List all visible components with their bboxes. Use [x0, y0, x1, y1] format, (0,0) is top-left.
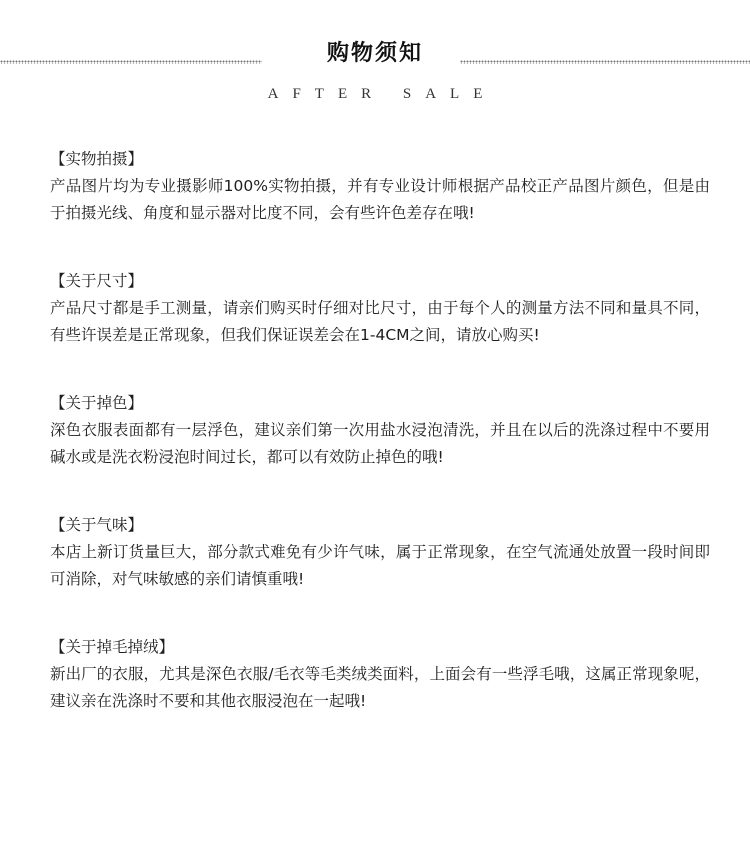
section-sizing [50, 268, 710, 349]
page-header [0, 36, 750, 76]
page-title: 购物须知 [326, 41, 423, 66]
section-heading: 【关于掉色】 [50, 394, 144, 412]
dotted-divider-right [460, 60, 750, 64]
section-body: 新出厂的衣服，尤其是深色衣服/毛衣等毛类绒类面料，上面会有一些浮毛哦，这属正常现象呢，建议亲在洗涤时不要和其他衣服浸泡在一起哦! [50, 665, 710, 710]
section-heading: 【实物拍摄】 [50, 150, 144, 168]
section-color-fading [50, 390, 710, 471]
section-body: 本店上新订货量巨大，部分款式难免有少许气味，属于正常现象，在空气流通处放置一段时间即可消除，对气味敏感的亲们请慎重哦! [50, 543, 710, 588]
section-body: 深色衣服表面都有一层浮色，建议亲们第一次用盐水浸泡清洗，并且在以后的洗涤过程中不要用碱水或是洗衣粉浸泡时间过长，都可以有效防止掉色的哦! [50, 421, 710, 466]
section-heading: 【关于尺寸】 [50, 272, 144, 290]
page-subtitle: AFTER SALE [267, 86, 497, 102]
section-photography [50, 146, 710, 227]
section-heading: 【关于掉毛掉绒】 [50, 638, 175, 656]
section-body: 产品尺寸都是手工测量，请亲们购买时仔细对比尺寸，由于每个人的测量方法不同和量具不同，有些许误差是正常现象，但我们保证误差会在1-4CM之间，请放心购买! [50, 299, 710, 344]
section-shedding [50, 634, 710, 715]
section-heading: 【关于气味】 [50, 516, 144, 534]
section-odor [50, 512, 710, 593]
notice-sections [50, 146, 710, 756]
section-body: 产品图片均为专业摄影师100%实物拍摄，并有专业设计师根据产品校正产品图片颜色，但是由于拍摄光线、角度和显示器对比度不同，会有些许色差存在哦! [50, 177, 710, 222]
